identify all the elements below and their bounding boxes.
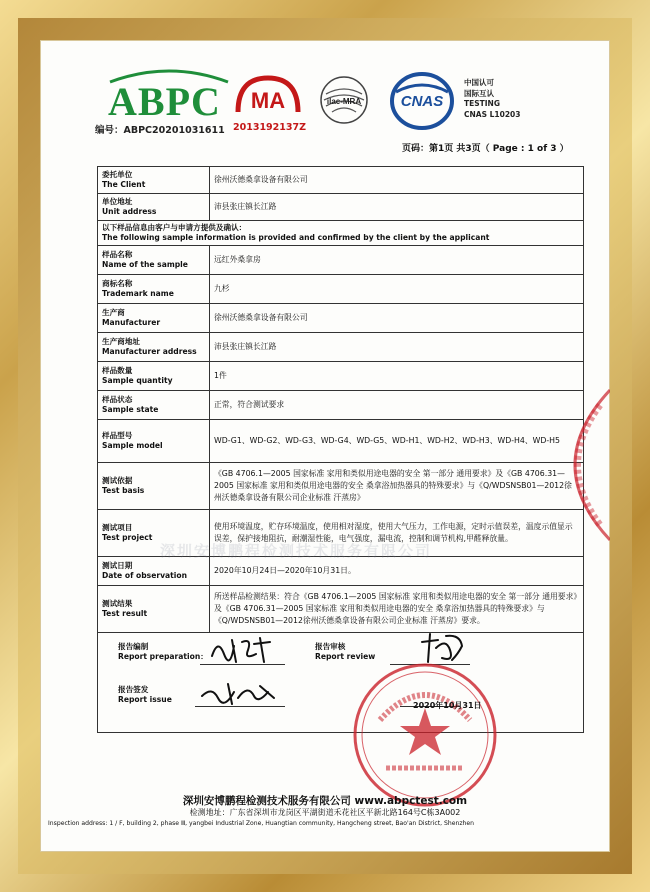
- value-manufacturer-address: 沛县张庄镇长江路: [210, 333, 584, 362]
- footer-address-english: Inspection address: 1 / F, building 2, phase Ⅲ, yangbei Industrial Zone, Huangtian community, Hangcheng street, Bao'an District, Shenzhen: [48, 820, 475, 827]
- label-manufacturer-address: 生产商地址 Manufacturer address: [98, 333, 210, 362]
- value-date: 2020年10月24日—2020年10月31日。: [210, 557, 584, 586]
- label-model: 样品型号 Sample model: [98, 420, 210, 463]
- value-basis: 《GB 4706.1—2005 国家标准 家用和类似用途电器的安全 第一部分 通用要求》及《GB 4706.31—2005 国家标准 家用和类似用途电器的安全 桑拿浴加热器具的特殊要求》与《Q/WDSNSB01—2012徐州沃德桑拿设备有限公司企业标准 汗蒸房》: [210, 463, 584, 510]
- value-result: 所送样品检测结果：符合《GB 4706.1—2005 国家标准 家用和类似用途电器的安全 第一部分 通用要求》及《GB 4706.31—2005 国家标准 家用和类似用途电器的安全 桑拿浴加热器具的特殊要求》与《Q/WDSNSB01—2012徐州沃德桑拿设备有限公司企业标准 汗蒸房》要求。: [210, 586, 584, 633]
- company-watermark: 深圳安博鹏程检测技术服务有限公司: [160, 542, 433, 560]
- label-result: 测试结果 Test result: [98, 586, 210, 633]
- label-trademark: 商标名称 Trademark name: [98, 275, 210, 304]
- label-date: 测试日期 Date of observation: [98, 557, 210, 586]
- label-unit-address: 单位地址 Unit address: [98, 194, 210, 221]
- label-report-issue: 报告签发 Report issue: [118, 685, 172, 704]
- row-quantity: [98, 362, 584, 391]
- value-quantity: 1件: [210, 362, 584, 391]
- value-trademark: 九杉: [210, 275, 584, 304]
- label-report-preparation: 报告编制 Report preparation：: [118, 642, 208, 661]
- label-manufacturer: 生产商 Manufacturer: [98, 304, 210, 333]
- label-project: 测试项目 Test project: [98, 510, 210, 557]
- row-notice: [98, 221, 584, 246]
- row-model: [98, 420, 584, 463]
- row-basis: [98, 463, 584, 510]
- value-unit-address: 沛县张庄镇长江路: [210, 194, 584, 221]
- cnas-logo-text: CNAS: [400, 93, 444, 110]
- row-unit-address: [98, 194, 584, 221]
- label-sample-name: 样品名称 Name of the sample: [98, 246, 210, 275]
- certificate-page: [40, 40, 610, 852]
- row-manufacturer-address: [98, 333, 584, 362]
- cma-logo-icon: [232, 72, 304, 118]
- label-quantity: 样品数量 Sample quantity: [98, 362, 210, 391]
- logo-header: [40, 40, 610, 154]
- edge-seal-icon: [530, 380, 610, 550]
- row-state: [98, 391, 584, 420]
- abpc-logo-text: ABPC: [108, 79, 221, 124]
- abpc-logo: [108, 78, 221, 125]
- cnas-line-3: TESTING: [464, 99, 500, 108]
- cnas-accreditation-text: [464, 78, 520, 120]
- row-trademark: [98, 275, 584, 304]
- label-basis: 测试依据 Test basis: [98, 463, 210, 510]
- label-client: 委托单位 The Client: [98, 167, 210, 194]
- footer-company: 深圳安博鹏程检测技术服务有限公司 www.abpctest.com: [182, 795, 468, 807]
- preparation-signature-icon: [208, 634, 278, 666]
- footer-address: 检测地址：广东省深圳市龙岗区平湖街道禾花社区平新北路164号C栋3A002: [189, 808, 461, 817]
- ilac-logo-text: ilac-MRA: [326, 97, 362, 106]
- cnas-line-1: 中国认可: [464, 78, 494, 87]
- value-model: WD-G1、WD-G2、WD-G3、WD-G4、WD-G5、WD-H1、WD-H2、WD-H3、WD-H4、WD-H5: [210, 420, 584, 463]
- cnas-line-4: CNAS L10203: [464, 109, 521, 119]
- label-report-review: 报告审核 Report review: [315, 642, 376, 661]
- sample-info-notice: 以下样品信息由客户与申请方提供及确认： The following sample information is provided and confirmed by the client by the applicant: [98, 221, 584, 246]
- row-manufacturer: [98, 304, 584, 333]
- value-manufacturer: 徐州沃德桑拿设备有限公司: [210, 304, 584, 333]
- company-seal-icon: [350, 660, 500, 810]
- label-state: 样品状态 Sample state: [98, 391, 210, 420]
- row-sample-name: [98, 246, 584, 275]
- value-state: 正常，符合测试要求: [210, 391, 584, 420]
- page-number: 页码：第1页 共3页（ Page : 1 of 3 ）: [402, 144, 569, 154]
- cnas-line-2: 国际互认: [464, 88, 494, 98]
- issue-signature-icon: [198, 678, 278, 708]
- cnas-logo-icon: [390, 72, 454, 130]
- value-project: 使用环境温度，贮存环境温度，使用相对湿度，使用大气压力，工作电源，定时示值误差，温度示值显示误差，保护接地阻抗，耐潮湿性能，电气强度，漏电流，控制和调节机构,甲醛释放量。: [210, 510, 584, 557]
- value-client: 徐州沃德桑拿设备有限公司: [210, 167, 584, 194]
- cma-number: 2013192137Z: [233, 122, 306, 133]
- certificate-number: 编号：ABPC20201031611: [95, 125, 225, 136]
- cma-logo-text: MA: [250, 88, 286, 113]
- row-client: [98, 167, 584, 194]
- value-sample-name: 远红外桑拿房: [210, 246, 584, 275]
- abpc-arc-icon: [104, 66, 234, 84]
- ilac-mra-logo-icon: [318, 74, 370, 126]
- row-result: [98, 586, 584, 633]
- issue-date: 2020年10月31日: [413, 701, 482, 710]
